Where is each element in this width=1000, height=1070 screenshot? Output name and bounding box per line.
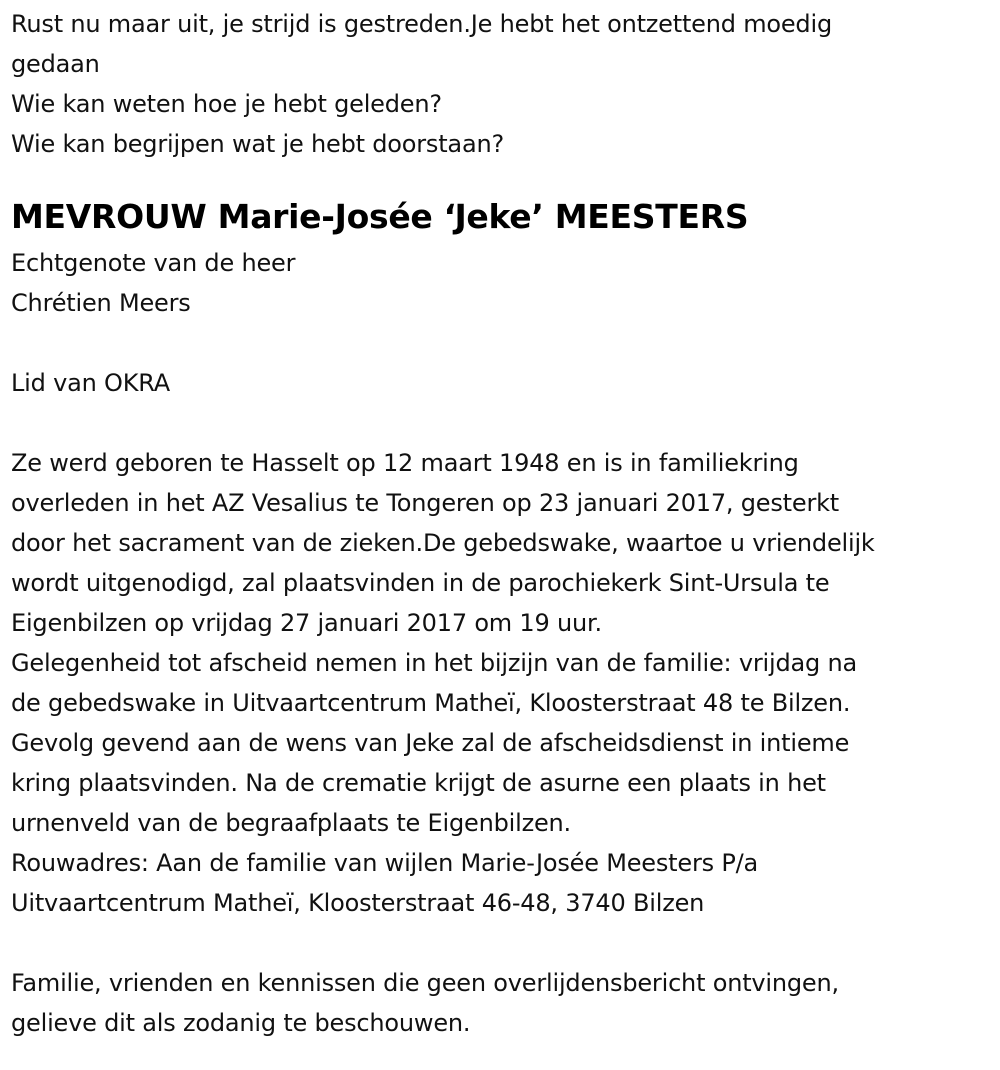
spouse-block (11, 243, 991, 323)
spouse-line: Chrétien Meers (11, 289, 191, 317)
closing-line: Familie, vrienden en kennissen die geen overlijdensbericht ontvingen, (11, 969, 839, 997)
spacer (11, 164, 991, 191)
body-line: Eigenbilzen op vrijdag 27 januari 2017 om 19 uur. (11, 609, 602, 637)
poem (11, 4, 991, 164)
body-line: wordt uitgenodigd, zal plaatsvinden in de parochiekerk Sint-Ursula te (11, 569, 830, 597)
closing-line: gelieve dit als zodanig te beschouwen. (11, 1009, 471, 1037)
body-line: Uitvaartcentrum Matheï, Kloosterstraat 46-48, 3740 Bilzen (11, 889, 705, 917)
body-line: Rouwadres: Aan de familie van wijlen Marie-Josée Meesters P/a (11, 849, 759, 877)
spouse-line: Echtgenote van de heer (11, 249, 296, 277)
body-line: de gebedswake in Uitvaartcentrum Matheï, Kloosterstraat 48 te Bilzen. (11, 689, 851, 717)
body-line: kring plaatsvinden. Na de crematie krijgt de asurne een plaats in het (11, 769, 826, 797)
poem-line: Rust nu maar uit, je strijd is gestreden.Je hebt het ontzettend moedig (11, 10, 832, 38)
spacer (11, 923, 991, 963)
poem-line: gedaan (11, 50, 100, 78)
closing-text (11, 963, 991, 1043)
body-line: Ze werd geboren te Hasselt op 12 maart 1948 en is in familiekring (11, 449, 799, 477)
poem-line: Wie kan weten hoe je hebt geleden? (11, 90, 442, 118)
obituary-document (11, 4, 991, 1043)
spacer (11, 403, 991, 443)
poem-line: Wie kan begrijpen wat je hebt doorstaan? (11, 130, 505, 158)
body-text (11, 443, 991, 923)
body-line: Gelegenheid tot afscheid nemen in het bijzijn van de familie: vrijdag na (11, 649, 857, 677)
membership: Lid van OKRA (11, 369, 171, 397)
deceased-name: MEVROUW Marie-Josée ‘Jeke’ MEESTERS (11, 197, 749, 236)
body-line: overleden in het AZ Vesalius te Tongeren op 23 januari 2017, gesterkt (11, 489, 840, 517)
spacer (11, 323, 991, 363)
body-line: urnenveld van de begraafplaats te Eigenbilzen. (11, 809, 571, 837)
body-line: door het sacrament van de zieken.De gebedswake, waartoe u vriendelijk (11, 529, 875, 557)
body-line: Gevolg gevend aan de wens van Jeke zal de afscheidsdienst in intieme (11, 729, 850, 757)
